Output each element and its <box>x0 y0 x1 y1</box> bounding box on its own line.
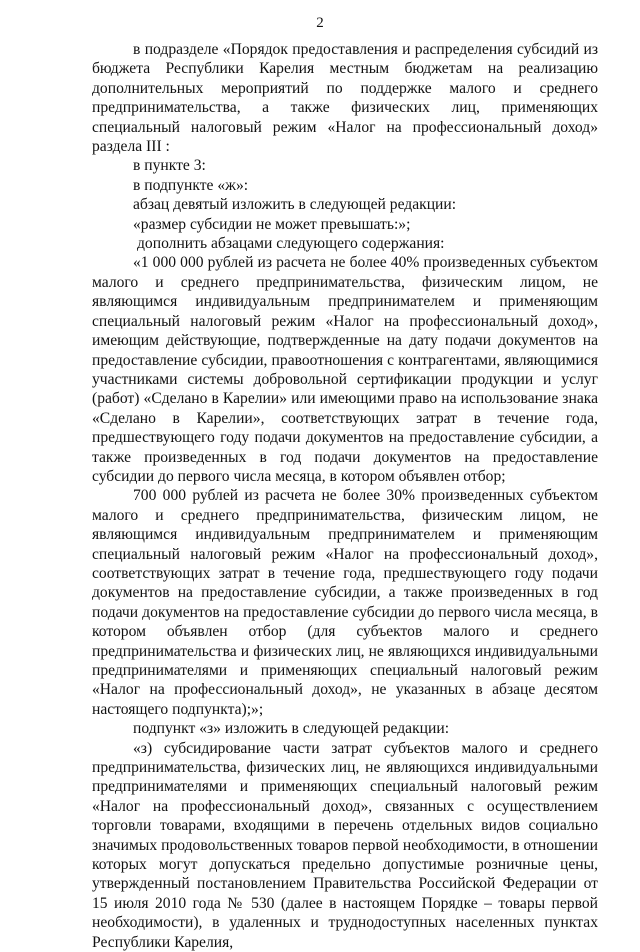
paragraph-subsidy-limit: «размер субсидии не может превышать:»; <box>133 215 411 233</box>
paragraph-z-subsidizing: «з) субсидирование части затрат субъектов малого и среднего предпринимательства, физических лиц, не являющихся индивидуальными предпринимателями и применяющих специальный налоговый режим «Налог на профессиональный доход», связанных с осуществлением торговли товарами, входящими в перечень отдельных видов социально значимых продовольственных товаров первой необходимости, в отношении которых могут допускаться предельно допустимые розничные цены, утвержденный постановлением Правительства Российской Федерации от 15 июля 2010 года № 530 (далее в настоящем Порядке – товары первой необходимости), в удаленных и труднодоступных населенных пунктах Республики Карелия, <box>92 739 598 951</box>
paragraph-subpoint-zh: в подпункте «ж»: <box>133 176 249 194</box>
paragraph-700000-rubles: 700 000 рублей из расчета не более 30% произведенных субъектом малого и среднего предпринимательства, физическим лицом, не являющимся индивидуальным предпринимателем и применяющим специальный налоговый режим «Налог на профессиональный доход», соответствующих затрат в течение года, предшествующего году подачи документов на предоставление субсидии, а также произведенных в год подачи документов на предоставление субсидии до первого числа месяца, в котором объявлен отбор (для субъектов малого и среднего предпринимательства и физических лиц, не являющихся индивидуальными предпринимателями и применяющих специальный налоговый режим «Налог на профессиональный доход», не указанных в абзаце десятом настоящего подпункта);»; <box>92 487 598 718</box>
paragraph-ninth-abzac: абзац девятый изложить в следующей редакции: <box>133 196 457 214</box>
document-body <box>92 40 598 952</box>
page-number: 2 <box>316 15 324 31</box>
paragraph-subsection-intro: в подразделе «Порядок предоставления и распределения субсидий из бюджета Республики Карелия местным бюджетам на реализацию дополнительных мероприятий по поддержке малого и среднего предпринимательства, а также физических лиц, применяющих специальный налоговый режим «Налог на профессиональный доход» раздела III : <box>92 41 598 156</box>
paragraph-point-3: в пункте 3: <box>133 157 206 175</box>
paragraph-add-abzacs: дополнить абзацами следующего содержания: <box>137 235 445 253</box>
paragraph-subpoint-z: подпункт «з» изложить в следующей редакции: <box>133 720 450 738</box>
paragraph-1000000-rubles: «1 000 000 рублей из расчета не более 40% произведенных субъектом малого и среднего предпринимательства, физическим лицом, не являющимся индивидуальным предпринимателем и применяющим специальный налоговый режим «Налог на профессиональный доход», имеющим действующие, подтвержденные на дату подачи документов на предоставление субсидии, правоотношения с контрагентами, являющимися участниками системы добровольной сертификации продукции и услуг (работ) «Сделано в Карелии» или имеющими право на использование знака «Сделано в Карелии», соответствующих затрат в течение года, предшествующего году подачи документов на предоставление субсидии, а также произведенных в год подачи документов на предоставление субсидии до первого числа месяца, в котором объявлен отбор; <box>92 254 598 485</box>
